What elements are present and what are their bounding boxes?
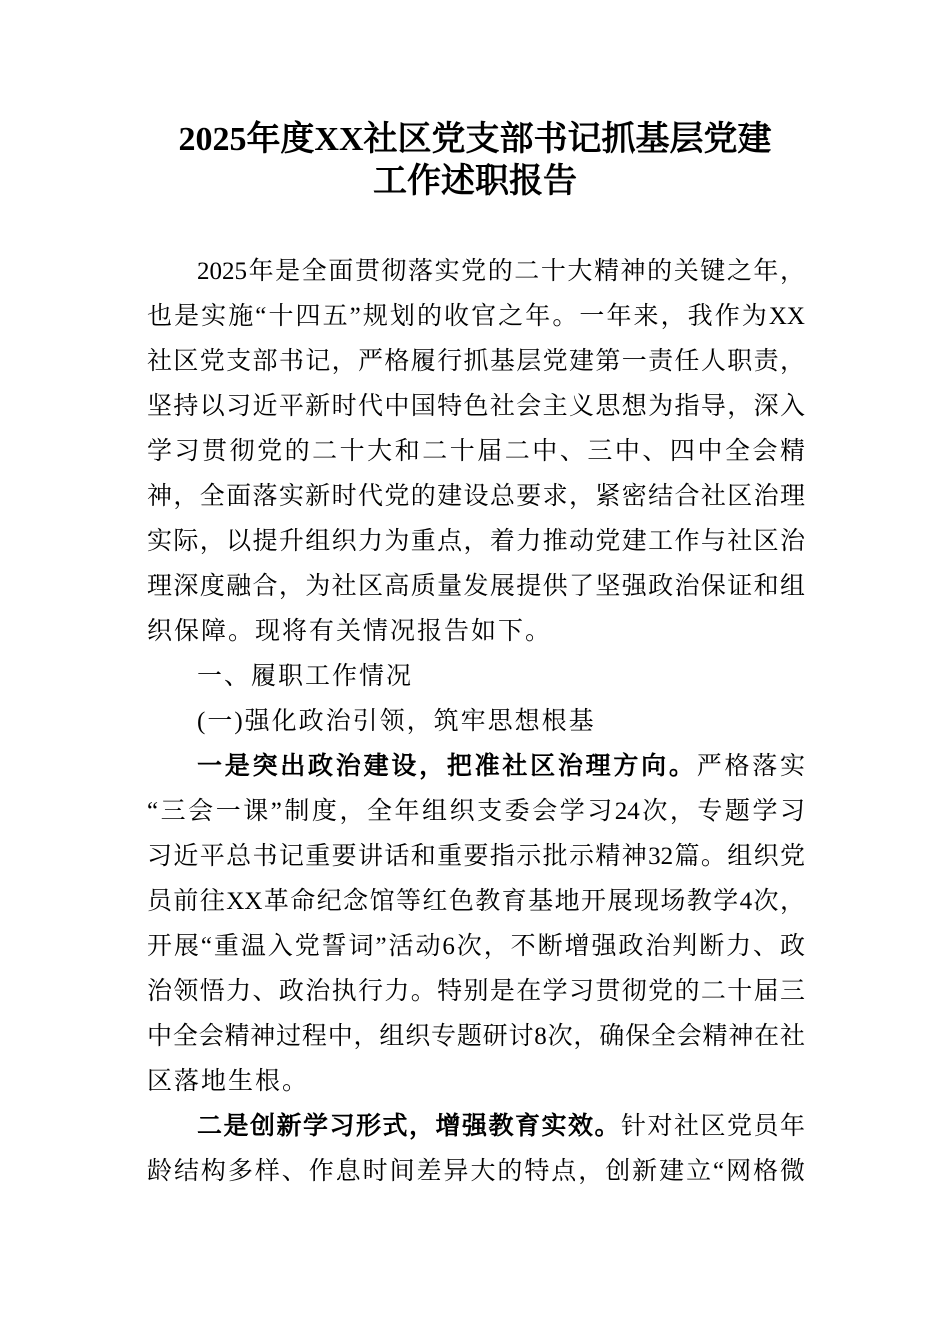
point-1-line: 员前往XX革命纪念馆等红色教育基地开展现场教学4次，	[147, 888, 805, 915]
point-1-lead: 一是突出政治建设，把准社区治理方向。	[197, 753, 697, 780]
document-title-line-1: 2025年度XX社区党支部书记抓基层党建	[178, 121, 772, 158]
intro-line: 也是实施“十四五”规划的收官之年。一年来，我作为XX	[147, 303, 805, 330]
point-1-line: 区落地生根。	[147, 1068, 310, 1095]
document-title-line-2: 工作述职报告	[373, 163, 577, 200]
point-1-line: 中全会精神过程中，组织专题研讨8次，确保全会精神在社	[147, 1023, 805, 1050]
intro-line: 神，全面落实新时代党的建设总要求，紧密结合社区治理	[147, 483, 805, 510]
point-2-line: 龄结构多样、作息时间差异大的特点，创新建立“网格微	[147, 1158, 805, 1185]
point-2-text: 针对社区党员年	[620, 1113, 805, 1140]
intro-line: 实际，以提升组织力为重点，着力推动党建工作与社区治	[147, 528, 805, 555]
document-body	[147, 249, 805, 1194]
point-2-line	[147, 1104, 805, 1149]
section-heading: 一、履职工作情况	[197, 663, 414, 690]
intro-line: 理深度融合，为社区高质量发展提供了坚强政治保证和组	[147, 573, 805, 600]
intro-line: 学习贯彻党的二十大和二十届二中、三中、四中全会精	[147, 438, 805, 465]
intro-line: 坚持以习近平新时代中国特色社会主义思想为指导，深入	[147, 393, 805, 420]
intro-line: 2025年是全面贯彻落实党的二十大精神的关键之年，	[197, 258, 805, 285]
point-1-text: 严格落实	[696, 753, 805, 780]
intro-line: 织保障。现将有关情况报告如下。	[147, 618, 553, 645]
subsection-heading: (一)强化政治引领，筑牢思想根基	[197, 708, 596, 735]
point-1-line	[147, 744, 805, 789]
point-2-lead: 二是创新学习形式，增强教育实效。	[197, 1113, 621, 1140]
point-1-line: 治领悟力、政治执行力。特别是在学习贯彻党的二十届三	[147, 978, 805, 1005]
point-1-line: 习近平总书记重要讲话和重要指示批示精神32篇。组织党	[147, 843, 805, 870]
point-1-line: 开展“重温入党誓词”活动6次，不断增强政治判断力、政	[147, 933, 805, 960]
intro-line: 社区党支部书记，严格履行抓基层党建第一责任人职责，	[147, 348, 805, 375]
point-1-line: “三会一课”制度，全年组织支委会学习24次，专题学习	[147, 798, 805, 825]
